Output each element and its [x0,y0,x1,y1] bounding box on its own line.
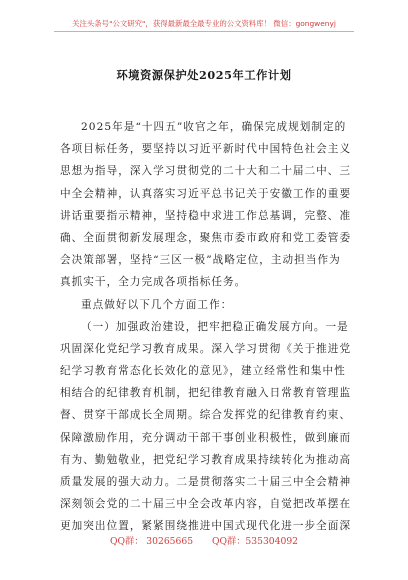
body-line: 保障激励作用，充分调动干部干事创业积极性，做到廉而 [60,431,352,444]
body-line: 中全会精神，认真落实习近平总书记关于安徽工作的重要 [60,187,352,200]
body-line: 重点做好以下几个方面工作： [81,298,233,311]
body-line: 确、全面贯彻新发展理念，聚焦市委市政府和党工委管委 [60,231,352,244]
body-line: 巩固深化党纪学习教育成果。深入学习贯彻《关于推进党 [60,342,352,355]
body-line: 深刻领会党的二十届三中全会改革内容，自觉把改革摆在 [60,498,352,511]
header-banner: 关注头条号"公文研究"，获得最新最全最专业的公文资料库！ 微信：gongwenyj [72,19,336,28]
document-title: 环境资源保护处2025年工作计划 [116,68,292,82]
body-line: 有为、勤勉敬业，把党纪学习教育成果持续转化为推动高 [60,453,352,466]
body-line: 更加突出位置，紧紧围绕推进中国式现代化进一步全面深 [60,520,352,533]
document-body [60,116,352,538]
body-line: 会决策部署，坚持“三区一极”战略定位，主动担当作为 [60,254,341,267]
body-line: 纪学习教育常态化长效化的意见》，建立经常性和集中性 [60,365,346,378]
body-line: 真抓实干，全力完成各项指标任务。 [60,276,247,289]
footer-contact [0,533,408,547]
body-line: 2025年是“十四五”收官之年，确保完成规划制定的 [81,121,347,133]
body-line: 讲话重要指示精神，坚持稳中求进工作总基调，完整、准 [60,209,352,222]
footer-qq-group-2: QQ群：535304092 [211,536,299,547]
body-line: 相结合的纪律教育机制，把纪律教育融入日常教育管理监 [60,387,352,400]
footer-qq-group-1: QQ群： 30265665 [109,536,194,547]
body-line: 各项目标任务，要坚持以习近平新时代中国特色社会主义 [60,143,352,156]
header-divider [54,31,354,32]
body-line: 督、贯穿干部成长全周期。综合发挥党的纪律教育约束、 [60,409,352,422]
body-line: 质量发展的强大动力。二是贯彻落实二十届三中全会精神 [60,476,352,488]
body-line: 思想为指导，深入学习贯彻党的二十大和二十届二中、三 [60,165,352,178]
body-line: （一）加强政治建设，把牢把稳正确发展方向。一是 [81,320,349,333]
